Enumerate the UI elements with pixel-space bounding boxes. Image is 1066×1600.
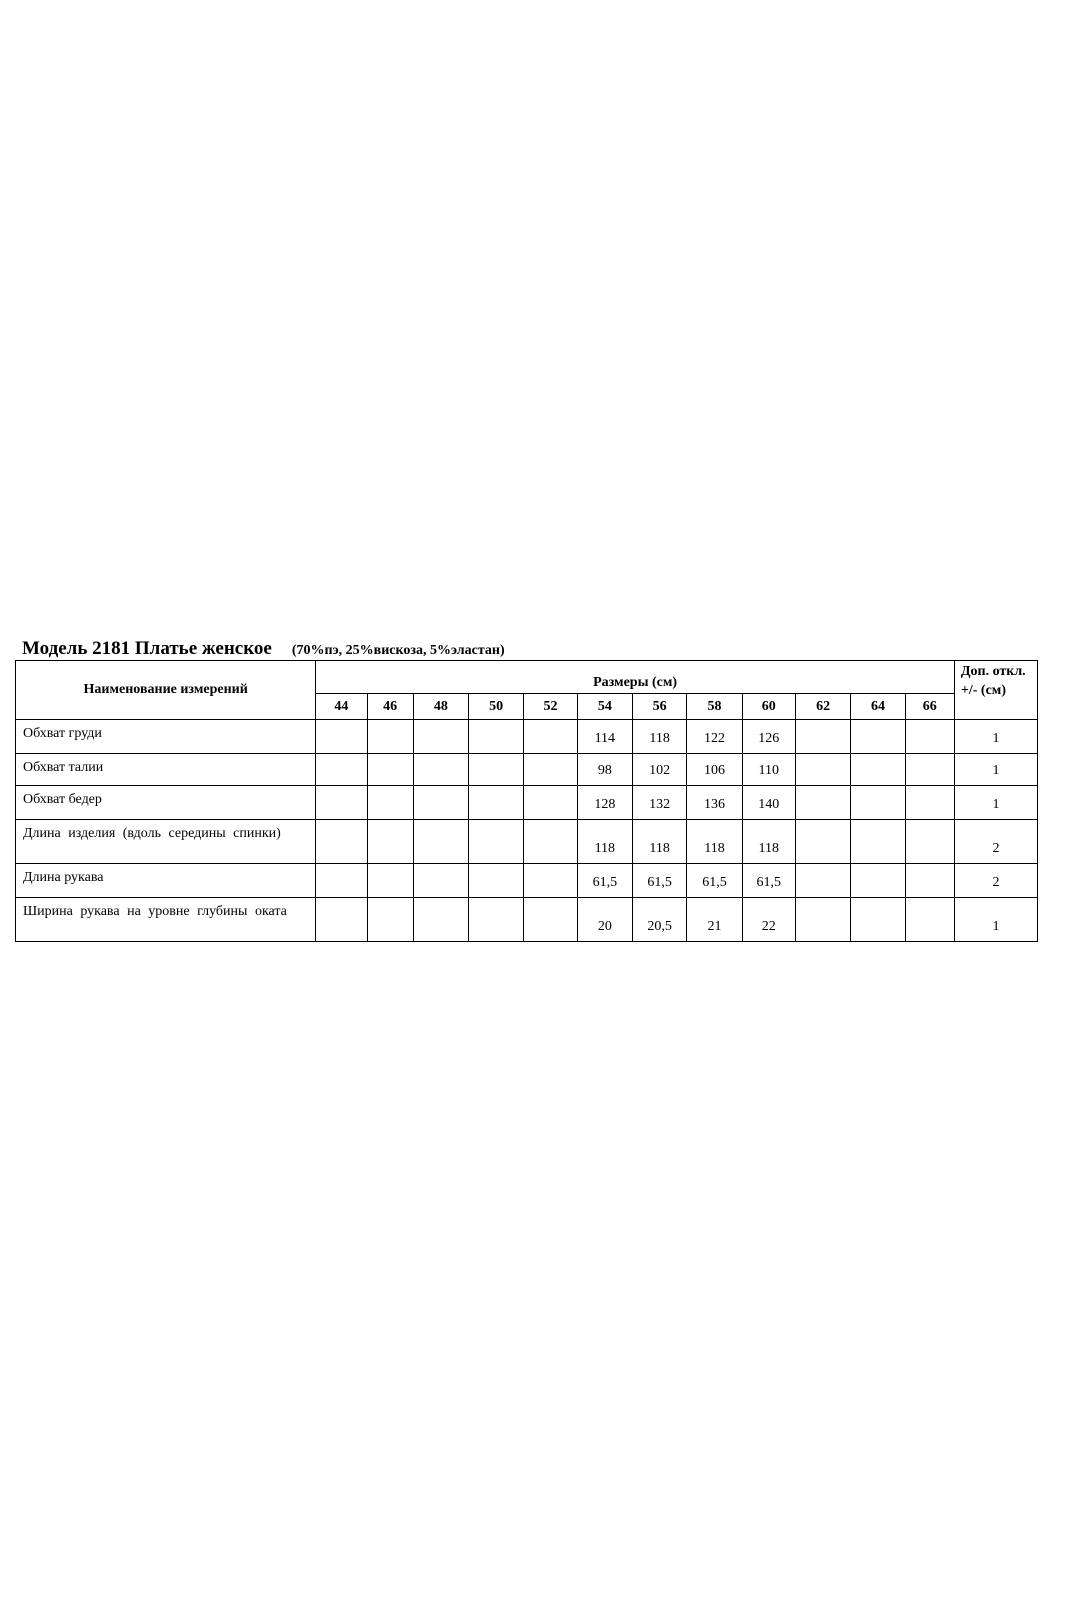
measurement-value — [795, 786, 850, 820]
measurement-value: 61,5 — [632, 864, 686, 898]
tolerance-value: 2 — [954, 820, 1037, 864]
measurement-value — [367, 754, 413, 786]
tolerance-value: 1 — [954, 786, 1037, 820]
measurement-value — [524, 786, 577, 820]
measurement-value: 98 — [577, 754, 632, 786]
measurement-value: 22 — [742, 898, 795, 942]
measurement-value — [316, 720, 367, 754]
measurement-value — [469, 820, 524, 864]
measurement-name: Обхват талии — [16, 754, 316, 786]
measurement-value: 136 — [687, 786, 742, 820]
measurement-value: 118 — [577, 820, 632, 864]
measurement-name: Обхват бедер — [16, 786, 316, 820]
tolerance-header: Доп. откл. +/- (см) — [954, 661, 1037, 720]
table-row — [16, 720, 1038, 754]
measurement-value — [469, 864, 524, 898]
tolerance-value: 1 — [954, 720, 1037, 754]
size-header-cell: 62 — [795, 694, 850, 720]
measurement-value — [469, 754, 524, 786]
measurement-value: 61,5 — [687, 864, 742, 898]
measurement-value — [316, 898, 367, 942]
measurement-value — [795, 864, 850, 898]
tolerance-value: 1 — [954, 898, 1037, 942]
measurement-value: 126 — [742, 720, 795, 754]
table-row — [16, 754, 1038, 786]
measurement-name: Длина изделия (вдоль середины спинки) — [16, 820, 316, 864]
measurement-value: 20,5 — [632, 898, 686, 942]
table-row — [16, 786, 1038, 820]
measurement-value — [851, 720, 905, 754]
measurement-value — [795, 898, 850, 942]
measurement-value — [524, 720, 577, 754]
model-title: Модель 2181 Платье женское — [22, 638, 272, 659]
measurement-value — [905, 720, 954, 754]
table-row — [16, 898, 1038, 942]
measurement-value — [316, 864, 367, 898]
size-header-cell: 50 — [469, 694, 524, 720]
measurement-value — [524, 864, 577, 898]
measurement-value: 110 — [742, 754, 795, 786]
measurement-value — [367, 786, 413, 820]
measurement-value — [795, 820, 850, 864]
tolerance-value: 2 — [954, 864, 1037, 898]
measurement-value — [851, 820, 905, 864]
measurement-value: 114 — [577, 720, 632, 754]
measurement-value: 61,5 — [742, 864, 795, 898]
measurement-value — [469, 720, 524, 754]
measurement-value — [851, 786, 905, 820]
measurement-value — [367, 720, 413, 754]
measurement-value: 118 — [632, 720, 686, 754]
measurement-value — [413, 898, 468, 942]
measurement-value — [524, 820, 577, 864]
measurement-value: 20 — [577, 898, 632, 942]
measurement-value — [413, 720, 468, 754]
measurement-value — [851, 898, 905, 942]
measurement-value — [795, 720, 850, 754]
measurement-value: 118 — [687, 820, 742, 864]
measurement-value — [905, 754, 954, 786]
measurement-value: 132 — [632, 786, 686, 820]
measurement-value — [413, 864, 468, 898]
measurement-value: 140 — [742, 786, 795, 820]
size-header-cell: 58 — [687, 694, 742, 720]
measurement-name: Длина рукава — [16, 864, 316, 898]
measurement-value — [795, 754, 850, 786]
size-header-cell: 60 — [742, 694, 795, 720]
measurement-value: 106 — [687, 754, 742, 786]
size-header-cell: 52 — [524, 694, 577, 720]
size-header-cell: 46 — [367, 694, 413, 720]
measurement-value — [851, 864, 905, 898]
table-row — [16, 864, 1038, 898]
tolerance-value: 1 — [954, 754, 1037, 786]
table-header-row — [16, 661, 1038, 694]
size-table — [15, 660, 1038, 942]
size-header-cell: 66 — [905, 694, 954, 720]
measurement-value — [851, 754, 905, 786]
size-header-cell: 44 — [316, 694, 367, 720]
measurement-value — [413, 754, 468, 786]
measurement-value: 118 — [742, 820, 795, 864]
name-column-header: Наименование измерений — [16, 661, 316, 720]
measurement-value — [524, 898, 577, 942]
sizes-header: Размеры (см) — [316, 661, 955, 694]
measurement-value — [469, 786, 524, 820]
measurement-value — [367, 898, 413, 942]
fabric-composition: (70%пэ, 25%вискоза, 5%эластан) — [291, 643, 505, 658]
measurement-value — [413, 786, 468, 820]
measurement-value — [367, 864, 413, 898]
measurement-value: 61,5 — [577, 864, 632, 898]
measurement-value: 122 — [687, 720, 742, 754]
measurement-value — [316, 754, 367, 786]
measurement-value — [469, 898, 524, 942]
measurement-value: 102 — [632, 754, 686, 786]
table-row — [16, 820, 1038, 864]
size-header-cell: 56 — [632, 694, 686, 720]
measurement-value — [905, 864, 954, 898]
measurement-value — [316, 786, 367, 820]
title-line — [22, 638, 505, 660]
measurement-value — [905, 898, 954, 942]
measurement-name: Ширина рукава на уровне глубины оката — [16, 898, 316, 942]
measurement-value: 118 — [632, 820, 686, 864]
measurement-value — [367, 820, 413, 864]
size-header-cell: 64 — [851, 694, 905, 720]
measurement-value — [524, 754, 577, 786]
size-header-cell: 54 — [577, 694, 632, 720]
measurement-value — [905, 786, 954, 820]
measurement-value: 128 — [577, 786, 632, 820]
measurement-value — [905, 820, 954, 864]
measurement-value — [413, 820, 468, 864]
measurement-name: Обхват груди — [16, 720, 316, 754]
measurement-value: 21 — [687, 898, 742, 942]
measurement-value — [316, 820, 367, 864]
size-header-cell: 48 — [413, 694, 468, 720]
